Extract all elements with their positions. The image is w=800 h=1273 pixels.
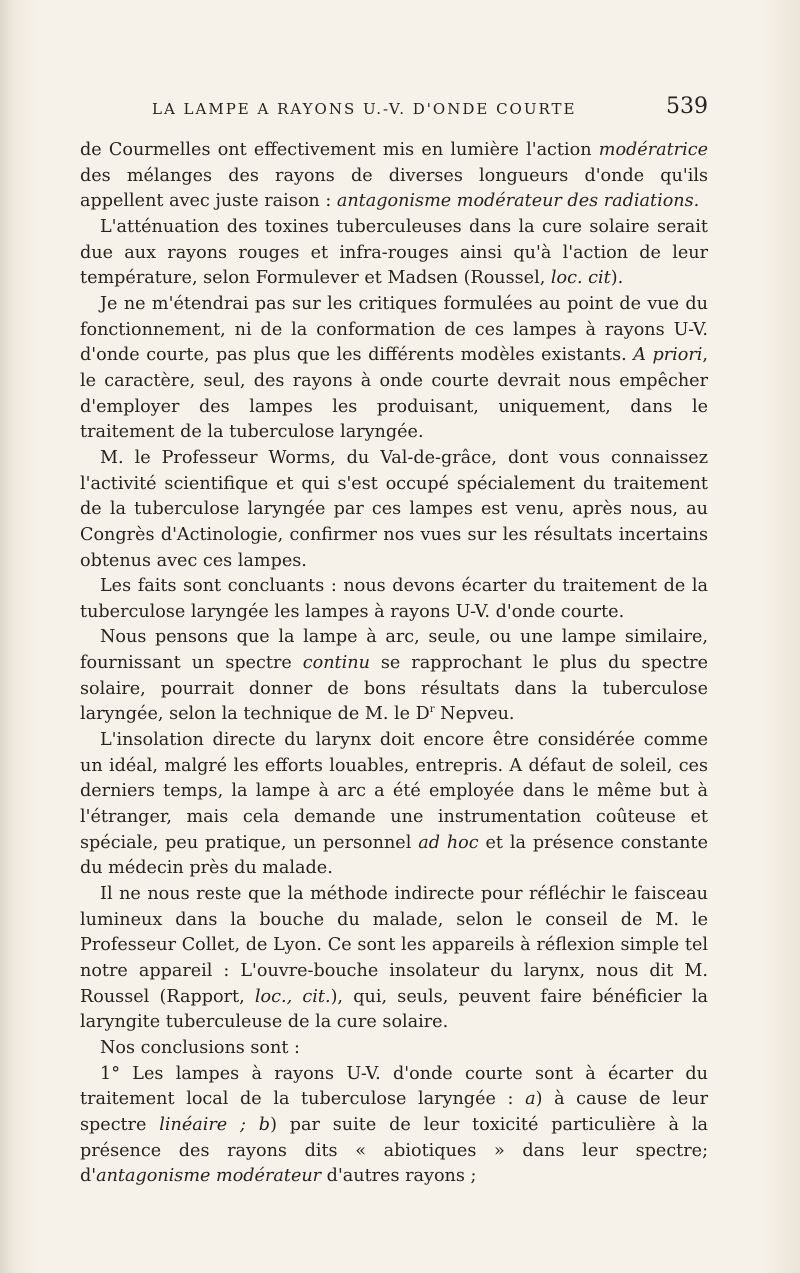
text-run: et la présence constante du médecin près du malade.	[80, 832, 708, 879]
italic-run: antagonisme modérateur	[96, 1166, 322, 1187]
italic-run: linéaire ; b	[159, 1114, 271, 1135]
superscript: r	[429, 704, 435, 716]
text-run: 1° Les lampes à rayons U-V. d'onde courte sont à écarter du traitement local de la tuberculose laryngée :	[80, 1063, 708, 1110]
text-run: L'insolation directe du larynx doit encore être considérée comme un idéal, malgré les efforts louables, entrepris. A défaut de soleil, ces derniers temps, la lampe à arc a été employée dans le même but à l'étranger, mais cela demande une instrumentation coûteuse et spéciale, peu pratique, un personnel	[80, 730, 708, 853]
text-run: d'autres rayons ;	[321, 1166, 477, 1187]
paragraph-4	[80, 446, 708, 574]
text-run: , le caractère, seul, des rayons à onde courte devrait nous empêcher d'employer des lampes les produisant, uniquement, dans le traitement de la tuberculose laryngée.	[80, 345, 708, 443]
italic-run: modératrice	[598, 140, 708, 160]
text-run: ).	[610, 268, 624, 289]
paragraph-7	[80, 728, 708, 882]
italic-run: loc. cit	[550, 268, 611, 289]
paragraph-1	[80, 138, 708, 215]
text-run: Les faits sont concluants : nous devons écarter du traitement de la tuberculose laryngée les lampes à rayons U-V. d'onde courte.	[80, 576, 708, 622]
text-run: ) à cause de leur spectre	[80, 1089, 709, 1135]
italic-run: ad hoc	[418, 832, 479, 853]
italic-run: antagonisme modérateur des radiations.	[336, 191, 700, 212]
paragraph-3	[80, 292, 708, 446]
text-run: Nos conclusions sont :	[100, 1037, 300, 1058]
text-run: Nous pensons que la lampe à arc, seule, ou une lampe similaire, fournissant un spectre	[80, 627, 708, 674]
paragraph-9	[80, 1036, 708, 1062]
italic-run: a	[525, 1089, 536, 1110]
body-text	[80, 138, 708, 1190]
paragraph-6	[80, 625, 708, 728]
text-run: se rapprochant le plus du spectre solaire, pourrait donner de bons résultats dans la tuberculose laryngée, selon la technique de M. le D	[80, 653, 708, 725]
paragraph-8	[80, 882, 708, 1036]
italic-run: A priori	[633, 345, 703, 366]
text-run: Nepveu.	[434, 704, 515, 725]
italic-run: continu	[302, 653, 370, 674]
text-run: ) par suite de leur toxicité particulière à la présence des rayons dits « abiotiques » dans leur spectre; d'	[80, 1114, 708, 1187]
paragraph-10	[80, 1062, 708, 1190]
page-header	[80, 94, 710, 124]
text-run: Il ne nous reste que la méthode indirecte pour réfléchir le faisceau lumineux dans la bouche du malade, selon le conseil de M. le Professeur Collet, de Lyon. Ce sont les appareils à réflexion simple tel notre appareil : L'ouvre-bouche insolateur du larynx, nous dit M. Roussel (Rapport,	[80, 884, 708, 1007]
text-run: Je ne m'étendrai pas sur les critiques formulées au point de vue du fonctionnement, ni de la conformation de ces lampes à rayons U-V. d'onde courte, pas plus que les différents modèles existants.	[80, 293, 708, 366]
italic-run: loc., cit.	[254, 986, 331, 1007]
paragraph-5	[80, 574, 708, 625]
text-run: L'atténuation des toxines tuberculeuses dans la cure solaire serait due aux rayons rouges et infra-rouges ainsi qu'à l'action de leur température, selon Formulever et Madsen (Roussel,	[80, 216, 708, 289]
text-run: ), qui, seuls, peuvent faire bénéficier la laryngite tuberculeuse de la cure solaire.	[80, 986, 708, 1033]
text-run: de Courmelles ont effectivement mis en lumière l'action	[80, 140, 599, 160]
running-title: LA LAMPE A RAYONS U.-V. D'ONDE COURTE	[152, 100, 577, 118]
text-run: M. le Professeur Worms, du Val-de-grâce, dont vous connaissez l'activité scientifique et qui s'est occupé spécialement du traitement de la tuberculose laryngée par ces lampes est venu, après nous, au Congrès d'Actinologie, confirmer nos vues sur les résultats incertains obtenus avec ces lampes.	[80, 447, 708, 571]
page-number: 539	[666, 94, 708, 119]
text-run: des mélanges des rayons de diverses longueurs d'onde qu'ils appellent avec juste raison :	[80, 165, 708, 212]
paragraph-2	[80, 215, 708, 292]
